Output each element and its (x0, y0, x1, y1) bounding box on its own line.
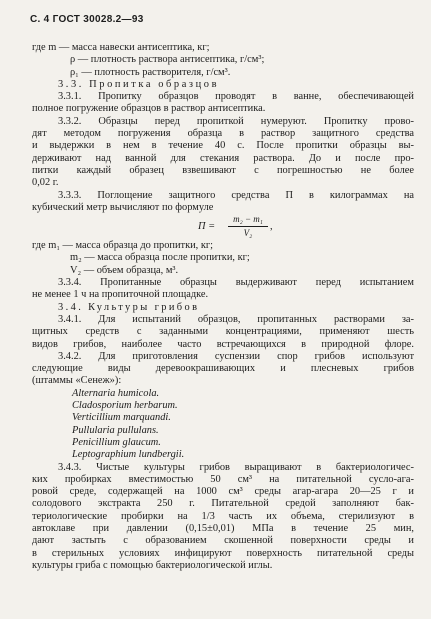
text-line: видов грибов, наиболее часто встречающихся в природной флоре. (32, 338, 414, 350)
text-line: щитных средств с заданными концентрациями, применяют шесть (32, 326, 414, 338)
species-item: Verticillium marquandi. (72, 412, 171, 424)
formula-numerator: m₂ − m₁ (233, 214, 263, 225)
text-line: 3.3.4. Пропитанные образцы выдерживают перед испытанием (58, 277, 414, 289)
text-line: не менее 1 ч на пропиточной площадке. (32, 289, 209, 301)
formula-end: , (270, 221, 273, 233)
formula-denominator: V₂ (243, 228, 253, 239)
text-line: автоклаве при давлении (0,15±0,01) МПа в течение 25 мин, (32, 522, 414, 534)
page-body (32, 42, 414, 572)
text-line: (штаммы «Сенеж»): (32, 375, 122, 387)
section-heading: 3.3. Пропитка образцов (58, 78, 220, 90)
text-line: следующие виды деревоокрашивающих и плесневых грибов (32, 363, 414, 375)
text-line: солодового экстракта 250 г. Питательной средой заполняют бак- (32, 498, 414, 510)
text-line: ких пробирках вместимостью 50 см³ на питательной сусло-ага- (32, 473, 414, 485)
text-line: кубический метр вычисляют по формуле (32, 201, 214, 213)
text-line: где m — масса навески антисептика, кг; (32, 42, 210, 53)
text-line: питки каждый образец взвешивают с погрешностью не более (32, 164, 414, 176)
formula (32, 214, 414, 240)
species-item: Penicillium glaucum. (72, 436, 161, 448)
text-line: держивают над ванной для стекания раствора. До и после про- (32, 152, 414, 164)
fraction-bar (228, 226, 268, 227)
text-line: и выдержки в нем в течение 40 с. После пропитки образцы вы- (32, 140, 414, 152)
text-line: V₂ — объем образца, м³. (70, 264, 179, 276)
text-line: ровой среде, содержащей на 1000 см³ среды агар-агара 20—25 г и (32, 486, 414, 498)
section-heading: 3.4. Культуры грибов (58, 301, 200, 313)
text-line: 3.3.2. Образцы перед пропиткой нумеруют. Пропитку прово- (58, 115, 414, 127)
text-line: 3.4.3. Чистые культуры грибов выращивают в бактериологичес- (58, 461, 414, 473)
species-item: Pullularia pullulans. (72, 424, 159, 436)
text-line: дают застыть с образованием скошенной поверхности среды и (32, 535, 414, 547)
text-line: полное погружение образцов в раствор антисептика. (32, 103, 266, 115)
text-line: 0,02 г. (32, 177, 59, 189)
text-line: териологические пробирки на 1/3 часть их объема, стерилизуют в (32, 510, 414, 522)
text-line: культуры гриба с помощью бактериологической иглы. (32, 559, 273, 571)
text-line: в стерильных условиях инфицируют поверхность питательной среды (32, 547, 414, 559)
formula-fraction (228, 214, 268, 239)
text-line: 3.3.3. Поглощение защитного средства П в килограммах на (58, 189, 414, 201)
species-item: Alternaria humicola. (72, 387, 160, 399)
text-line: m₂ — масса образца после пропитки, кг; (70, 252, 250, 264)
text-line: ρ₁ — плотность растворителя, г/см³. (70, 66, 231, 78)
text-line: дят методом погружения образца в раствор защитного средства (32, 128, 414, 140)
species-item: Cladosporium herbarum. (72, 400, 178, 412)
page-header: С. 4 ГОСТ 30028.2—93 (30, 14, 144, 25)
text-line: 3.4.1. Для испытаний образцов, пропитанных растворами за- (58, 313, 414, 325)
text-line: ρ — плотность раствора антисептика, г/см³; (70, 54, 265, 66)
formula-lhs: П = (198, 221, 216, 233)
text-line: 3.3.1. Пропитку образцов проводят в ванне, обеспечивающей (58, 91, 414, 103)
species-item: Leptographium lundbergii. (72, 449, 185, 461)
text-line: 3.4.2. Для приготовления суспензии спор грибов используют (58, 350, 414, 362)
text-line: где m₁ — масса образца до пропитки, кг; (32, 240, 214, 252)
